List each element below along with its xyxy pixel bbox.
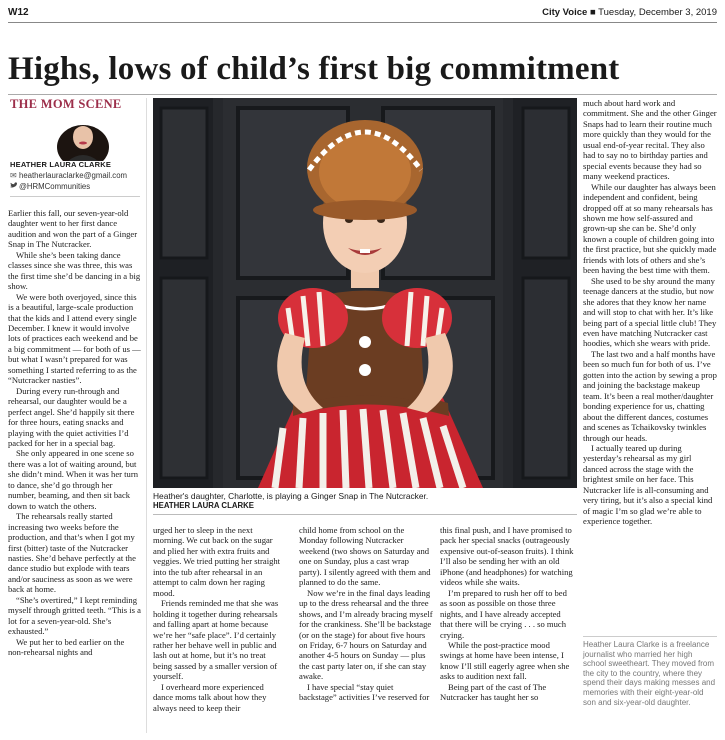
paragraph: Friends reminded me that she was holding it together during rehearsals and falling apart at home because we’re her “safe place”. I’d certainly rather her behave well in public and lash out at home, but it’s no treat being sassed by a smaller version of yourself. <box>153 598 279 682</box>
author-twitter[interactable] <box>10 182 90 191</box>
paragraph: While the post-practice mood swings at home have been intense, I know I’ll still eagerly agree when she asks to audition next fall. <box>440 639 570 682</box>
paragraph: While our daughter has always been independent and confident, being dropped off at so many rehearsals has shown me how self-assured and grown-up she can be. She’d only known a couple of children going into the first practice, but she quickly made friends with lots of others and she’s been having the best time with them. <box>583 181 717 276</box>
paragraph: We were both overjoyed, since this is a beautiful, large-scale production that the kids and I attend every single December. I knew it would involve lots of practices each weekend and be a big commitment — for both of us — but what I wasn’t prepared for was something I started referring to as the “Nutcracker nasties”. <box>8 291 141 386</box>
paragraph: Being part of the cast of The Nutcracker has taught her so <box>440 681 547 703</box>
main-photo <box>153 98 577 488</box>
page-header <box>8 4 717 22</box>
photo-caption <box>153 491 577 511</box>
paragraph: We put her to bed earlier on the non-rehearsal nights and <box>8 636 125 658</box>
photo-credit: HEATHER LAURA CLARKE <box>153 501 254 510</box>
author-photo <box>38 113 128 161</box>
author-email[interactable] <box>10 171 127 180</box>
paragraph: much about hard work and commitment. She and the other Ginger Snaps had to learn their routine much more quickly than they would for the usual end-of-year recital. They also had to say no to birthday parties and special events because they had so many weekend practices. <box>583 98 717 182</box>
author-bio: Heather Laura Clarke is a freelance journalist who married her high school sweetheart. They moved from the city to the country, where they spend their days making messes and memories with their eight-year-old son and six-year-old daughter. <box>583 640 716 707</box>
paragraph: urged her to sleep in the next morning. We cut back on the sugar and plied her with extra fruits and veggies. We tried putting her straight into the tub after rehearsal in an attempt to calm down her raging mood. <box>153 525 281 598</box>
paragraph: Now we’re in the final days leading up to the dress rehearsal and the three shows, and I’m already bracing myself for the crankiness. She’ll be backstage (or on the stage) for about five hours on Friday, 6-7 hours on Saturday and another 4-5 hours on Sunday — plus the cast party later on, if she can stay awake. <box>299 587 433 682</box>
body-column-4 <box>440 525 574 703</box>
twitter-bird-icon <box>10 182 19 191</box>
paragraph: Earlier this fall, our seven-year-old daughter went to her first dance audition and won the part of a Ginger Snap in The Nutcracker. <box>8 208 138 250</box>
caption-text: Heather's daughter, Charlotte, is playing a Ginger Snap in The Nutcracker. <box>153 491 429 501</box>
headline: Highs, lows of child’s first big commitment <box>8 51 620 87</box>
page-number: W12 <box>8 7 29 18</box>
email-text: heatherlauraclarke@gmail.com <box>19 171 128 180</box>
headline-rule <box>8 94 717 95</box>
column-divider <box>146 98 147 733</box>
envelope-icon: ✉ <box>10 171 17 180</box>
paragraph: I’m prepared to rush her off to bed as soon as possible on those three nights, and I have already accepted that there will be crying . . . so much crying. <box>440 587 567 640</box>
paragraph: child home from school on the Monday following Nutcracker weekend (two shows on Saturday and one on Sunday, plus a cast wrap party). I silently agreed with them and planned to do the same. <box>299 525 431 588</box>
column-label: THE MOM SCENE <box>10 97 122 111</box>
paragraph: The rehearsals really started increasing two weeks before the production, and that’s when I got my first (bitter) taste of the Nutcracker nasties. She’d behave perfectly at the dance studio but explode with tears and/or sauciness as soon as we were back at home. <box>8 511 136 595</box>
author-name: HEATHER LAURA CLARKE <box>10 160 112 169</box>
paragraph: I overheard more experienced dance moms talk about how they always need to keep their <box>153 681 267 713</box>
body-column-3 <box>299 525 433 703</box>
paragraph: “She’s overtired,” I kept reminding myself through gritted teeth. “This is a lot for a seven-year-old. She’s exhausted.” <box>8 594 141 637</box>
separator: ■ <box>589 7 596 18</box>
paragraph: While she’s been taking dance classes since she was three, this was the first time she’d be dancing in a big show. <box>8 249 141 292</box>
paragraph: The last two and a half months have been so much fun for both of us. I’ve gotten into the action by sewing a prop and joining the backstage makeup team. It’s been a real mother/daughter bonding experience for us, chatting about the different dances, costumes and scenes as Tchaikovsky twinkles through our heads. <box>583 348 717 443</box>
paragraph: During every run-through and rehearsal, our daughter would be a perfect angel. She’d happily sit there for three hours, eating snacks and playing with the quiet activities I’d packed for her in a special bag. <box>8 385 135 448</box>
bio-rule <box>583 636 717 637</box>
byline-rule <box>10 196 140 197</box>
publication-line <box>542 7 717 18</box>
body-column-2 <box>153 525 283 713</box>
paragraph: this final push, and I have promised to pack her special snacks (outrageously expensive out-of-season fruits). I think I’ll also be sending her with an old iPhone (and headphones) for watching videos while she waits. <box>440 525 574 588</box>
paragraph: She only appeared in one scene so there was a lot of waiting around, but she didn’t mind. When it was her turn to dance, she’d go through her number, beaming, and then sit back down to watch the others. <box>8 448 139 511</box>
caption-rule <box>153 514 577 515</box>
body-column-1 <box>8 208 141 657</box>
body-column-5 <box>583 98 717 527</box>
paragraph: I actually teared up during yesterday’s rehearsal as my girl danced across the stage with the brightest smile on her face. This Nutcracker life is all-consuming and very tiring, but it’s also a special kind of magic I’m so glad we’re able to experience together. <box>583 442 713 527</box>
header-rule <box>8 22 717 23</box>
twitter-text: @HRMCommunities <box>19 182 91 191</box>
paragraph: I have special “stay quiet backstage” activities I’ve reserved for <box>299 681 430 703</box>
publication-name: City Voice <box>542 7 588 18</box>
paragraph: She used to be shy around the many teenage dancers at the studio, but now she adores that they know her name and will stop to chat with her. It’s like being part of a special little club! They even have matching Nutcracker cast hoodies, which she wears with pride. <box>583 275 717 349</box>
publication-date: Tuesday, December 3, 2019 <box>598 7 717 18</box>
